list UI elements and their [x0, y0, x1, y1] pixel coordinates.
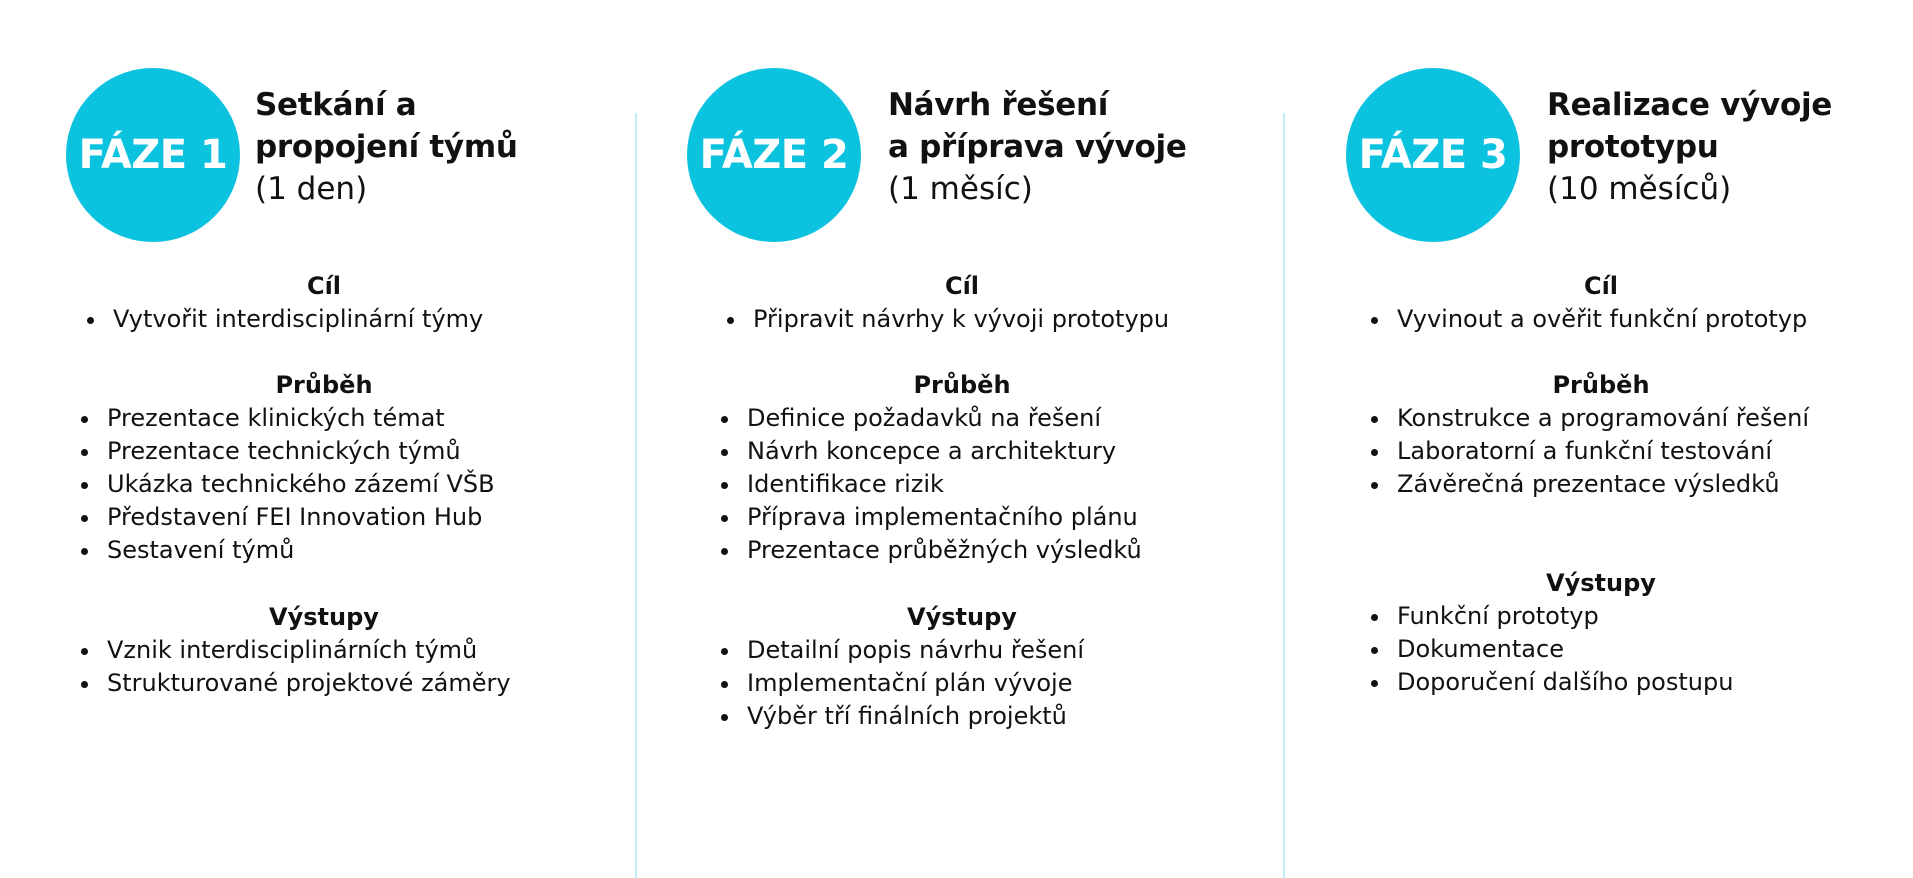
- list-item: Návrh koncepce a architektury: [747, 435, 1142, 468]
- phase-3-process-heading: Průběh: [1552, 371, 1650, 399]
- phase-3-badge: [1346, 68, 1520, 242]
- phase-2-outputs-list: [747, 634, 1084, 733]
- phase-3-goal-heading: Cíl: [1583, 272, 1619, 300]
- phase-2-badge-label: FÁZE 2: [699, 132, 849, 178]
- list-item: Detailní popis návrhu řešení: [747, 634, 1084, 667]
- phase-3-title-line2: prototypu: [1547, 129, 1719, 165]
- list-item: Prezentace klinických témat: [107, 402, 495, 435]
- list-item: Konstrukce a programování řešení: [1397, 402, 1809, 435]
- phase-3-title: [1547, 84, 1832, 210]
- phase-3-process-list: [1397, 402, 1809, 501]
- phase-2-outputs-heading: Výstupy: [907, 603, 1017, 631]
- phase-divider-1: [635, 113, 637, 878]
- list-item: Definice požadavků na řešení: [747, 402, 1142, 435]
- phase-1-title-line2: propojení týmů: [255, 129, 518, 165]
- list-item: Výběr tří finálních projektů: [747, 700, 1084, 733]
- list-item: Vznik interdisciplinárních týmů: [107, 634, 511, 667]
- list-item: Vytvořit interdisciplinární týmy: [113, 303, 483, 336]
- phase-1-badge-label: FÁZE 1: [78, 132, 228, 178]
- phase-3-badge-label: FÁZE 3: [1358, 132, 1508, 178]
- phase-1-outputs-list: [107, 634, 511, 700]
- phase-2-goal-heading: Cíl: [944, 272, 980, 300]
- list-item: Funkční prototyp: [1397, 600, 1733, 633]
- list-item: Závěrečná prezentace výsledků: [1397, 468, 1809, 501]
- phase-1-process-list: [107, 402, 495, 567]
- list-item: Doporučení dalšího postupu: [1397, 666, 1733, 699]
- list-item: Identifikace rizik: [747, 468, 1142, 501]
- list-item: Připravit návrhy k vývoji prototypu: [753, 303, 1169, 336]
- phase-1-goal-list: [113, 303, 483, 336]
- phase-2-goal-list: [753, 303, 1169, 336]
- phase-2-title-line1: Návrh řešení: [888, 87, 1109, 123]
- phase-1-duration: (1 den): [255, 171, 368, 207]
- list-item: Prezentace průběžných výsledků: [747, 534, 1142, 567]
- phase-3-goal-list: [1397, 303, 1807, 336]
- phase-1-title: [255, 84, 518, 210]
- list-item: Sestavení týmů: [107, 534, 495, 567]
- list-item: Příprava implementačního plánu: [747, 501, 1142, 534]
- phase-3-outputs-heading: Výstupy: [1546, 569, 1656, 597]
- phase-divider-2: [1283, 113, 1285, 878]
- list-item: Dokumentace: [1397, 633, 1733, 666]
- list-item: Vyvinout a ověřit funkční prototyp: [1397, 303, 1807, 336]
- phase-1-goal-heading: Cíl: [306, 272, 342, 300]
- phase-3-title-line1: Realizace vývoje: [1547, 87, 1832, 123]
- phase-2-title: [888, 84, 1187, 210]
- phase-2-duration: (1 měsíc): [888, 171, 1033, 207]
- phase-2-title-line2: a příprava vývoje: [888, 129, 1187, 165]
- phase-1-title-line1: Setkání a: [255, 87, 417, 123]
- list-item: Prezentace technických týmů: [107, 435, 495, 468]
- list-item: Implementační plán vývoje: [747, 667, 1084, 700]
- phase-2-process-heading: Průběh: [913, 371, 1011, 399]
- list-item: Laboratorní a funkční testování: [1397, 435, 1809, 468]
- phase-1-process-heading: Průběh: [275, 371, 373, 399]
- phase-1-badge: [66, 68, 240, 242]
- phase-3-outputs-list: [1397, 600, 1733, 699]
- list-item: Představení FEI Innovation Hub: [107, 501, 495, 534]
- list-item: Strukturované projektové záměry: [107, 667, 511, 700]
- phase-2-process-list: [747, 402, 1142, 567]
- phase-2-badge: [687, 68, 861, 242]
- list-item: Ukázka technického zázemí VŠB: [107, 468, 495, 501]
- phase-3-duration: (10 měsíců): [1547, 171, 1732, 207]
- phase-1-outputs-heading: Výstupy: [269, 603, 379, 631]
